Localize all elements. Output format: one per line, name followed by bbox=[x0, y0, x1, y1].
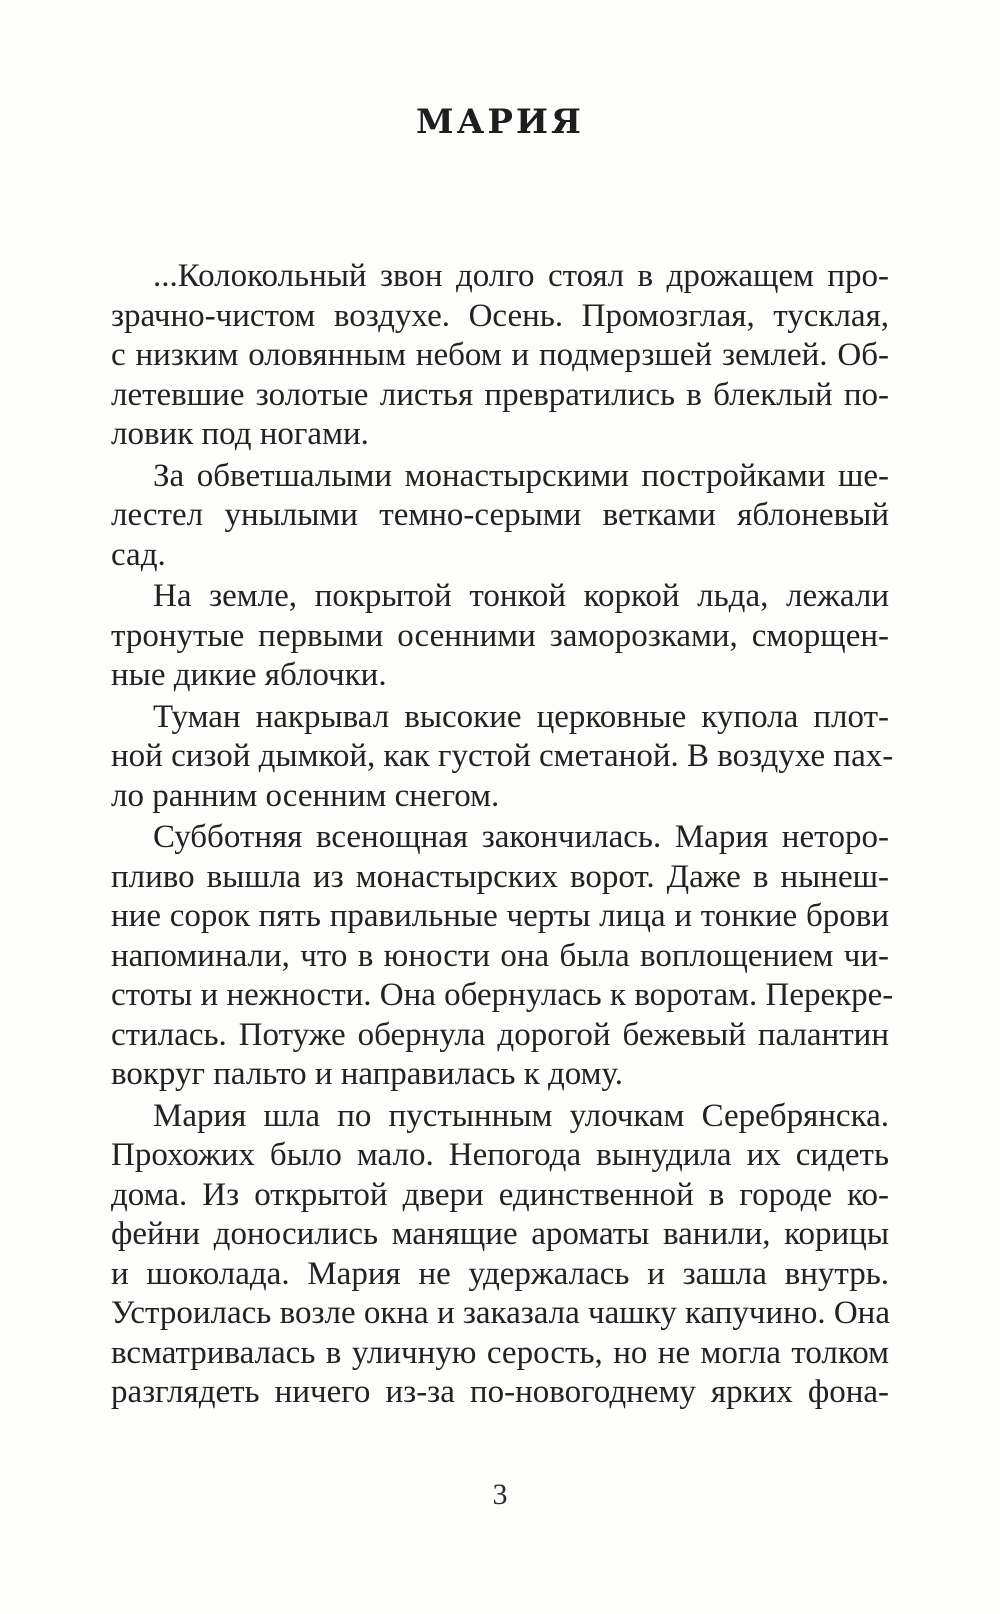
text-line: пливо вышла из монастырских ворот. Даже в нынеш- bbox=[111, 858, 889, 895]
paragraph bbox=[111, 577, 889, 696]
paragraph bbox=[111, 257, 889, 455]
text-line: напоминали, что в юности она была воплощением чи- bbox=[111, 937, 889, 974]
chapter-title: МАРИЯ bbox=[416, 102, 584, 142]
text-line: разглядеть ничего из-за по-новогоднему ярких фона- bbox=[111, 1374, 889, 1410]
text-line: дома. Из открытой двери единственной в городе ко- bbox=[111, 1176, 889, 1213]
paragraph bbox=[111, 698, 894, 817]
text-line: Устроилась возле окна и заказала чашку капучино. Она bbox=[111, 1295, 890, 1331]
text-line: ...Колокольный звон долго стоял в дрожащем про- bbox=[153, 258, 889, 294]
text-line: ной сизой дымкой, как густой сметаной. В воздухе пах- bbox=[111, 738, 894, 774]
text-line: летевшие золотые листья превратились в блеклый по- bbox=[111, 376, 889, 413]
page-number: 3 bbox=[492, 1478, 508, 1511]
text-line: На земле, покрытой тонкой коркой льда, лежали bbox=[153, 578, 889, 614]
text-line: Туман накрывал высокие церковные купола плот- bbox=[153, 698, 889, 735]
text-line: стилась. Потуже обернула дорогой бежевый палантин bbox=[111, 1016, 889, 1053]
text-line: тронутые первыми осенними заморозками, сморщен- bbox=[111, 617, 889, 654]
text-line: ные дикие яблочки. bbox=[111, 657, 387, 693]
text-line: фейни доносились манящие ароматы ванили, корицы bbox=[111, 1216, 889, 1252]
text-line: лестел унылыми темно-серыми ветками яблоневый bbox=[111, 497, 889, 533]
text-line: с низким оловянным небом и подмерзшей землей. Об- bbox=[111, 337, 889, 373]
text-line: ние сорок пять правильные черты лица и тонкие брови bbox=[111, 898, 889, 934]
text-line: Субботняя всенощная закончилась. Мария нетoро- bbox=[153, 819, 889, 855]
paragraph bbox=[111, 818, 894, 1095]
text-line: ло ранним осенним снегом. bbox=[111, 777, 500, 814]
text-line: сад. bbox=[111, 536, 166, 573]
paragraph bbox=[111, 457, 889, 576]
text-line: Мария шла по пустынным улочкам Серебрянска. bbox=[153, 1097, 889, 1134]
chapter-body bbox=[111, 257, 894, 1415]
text-line: всматривалась в уличную серость, но не могла толком bbox=[111, 1334, 889, 1371]
text-line: стоты и нежности. Она обернулась к воротам. Перекре- bbox=[111, 977, 894, 1013]
text-line: Прохожих было мало. Непогода вынудила их сидеть bbox=[111, 1137, 889, 1173]
paragraph bbox=[111, 1097, 889, 1413]
text-line: ловик под ногами. bbox=[111, 416, 369, 452]
text-line: За обветшалыми монастырскими постройками ше- bbox=[153, 457, 889, 494]
text-line: вокруг пальто и направилась к дому. bbox=[111, 1056, 623, 1092]
text-line: и шоколада. Мария не удержалась и зашла внутрь. bbox=[111, 1255, 889, 1292]
text-line: зрачно-чистом воздухе. Осень. Промозглая, тусклая, bbox=[111, 297, 889, 334]
